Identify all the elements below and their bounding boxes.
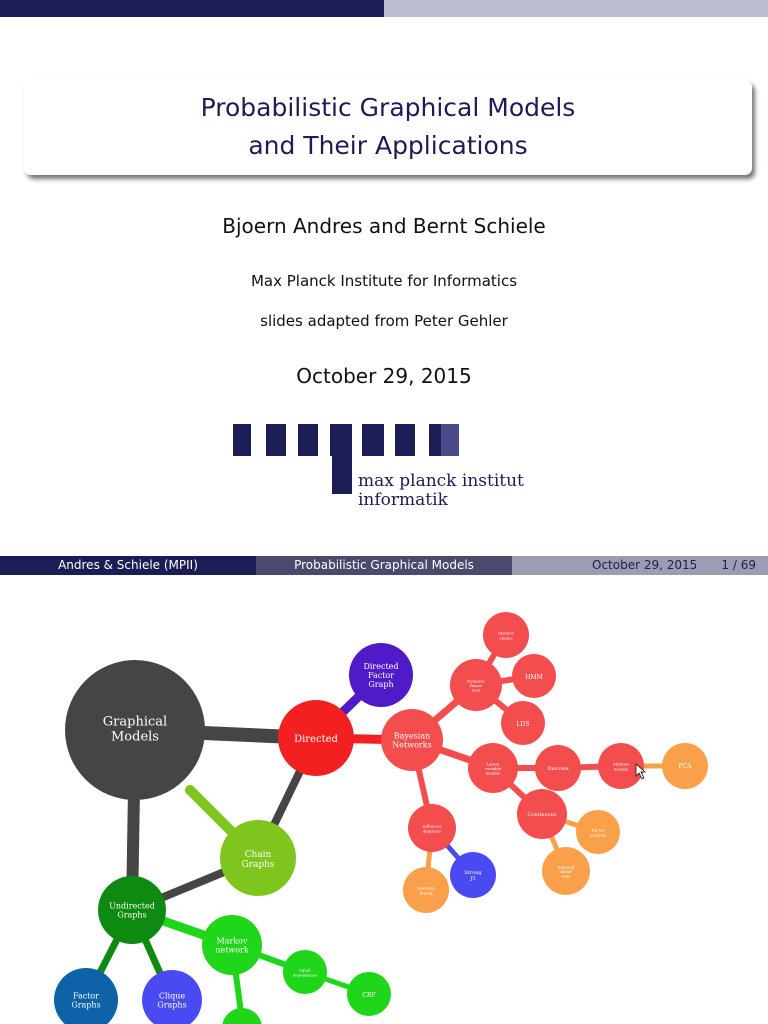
adapted-credit: slides adapted from Peter Gehler xyxy=(260,312,508,330)
label-discrete: Discrete xyxy=(547,766,569,772)
label-sigmoid-belief-nets: Sigmoid belief nets xyxy=(557,864,575,879)
label-latent-variable-models: Latent variable models xyxy=(484,761,502,776)
label-clique-graphs: Clique Graphs xyxy=(157,991,187,1010)
title-line-2: and Their Applications xyxy=(248,131,528,160)
label-undirected-graphs: Undirected Graphs xyxy=(109,901,155,920)
label-graphical-models: Graphical Models xyxy=(102,714,168,745)
top-bar-light-section xyxy=(384,0,768,17)
label-continuous: Continuous xyxy=(527,812,557,818)
label-strong-jt: Strong JT xyxy=(464,870,482,882)
logo-text-line-1: max planck institut xyxy=(358,471,524,491)
label-directed: Directed xyxy=(294,734,338,745)
footer-authors: Andres & Schiele (MPII) xyxy=(0,556,256,575)
footer-page-number: 1 / 69 xyxy=(721,558,756,572)
label-decision-theory: Decision theory xyxy=(417,885,435,896)
footer-title: Probabilistic Graphical Models xyxy=(256,556,512,575)
label-factor-analysis: Factor analysis xyxy=(589,827,607,838)
top-bar-dark-section xyxy=(0,0,384,17)
title-line-1: Probabilistic Graphical Models xyxy=(200,93,576,122)
authors: Bjoern Andres and Bernt Schiele xyxy=(222,214,546,238)
label-directed-factor-graph: Directed Factor Graph xyxy=(363,661,399,690)
graphical-models-mind-map xyxy=(0,580,768,1024)
footer-right xyxy=(512,556,768,575)
label-pca: PCA xyxy=(678,763,692,770)
label-lds: LDS xyxy=(516,721,530,728)
label-bayesian-networks: Bayesian Networks xyxy=(392,731,432,750)
label-hmm: HMM xyxy=(525,674,543,681)
slide-footer xyxy=(0,556,768,575)
top-progress-bar xyxy=(0,0,768,17)
label-influence-diagrams: Influence diagrams xyxy=(422,823,442,834)
label-factor-graphs: Factor Graphs xyxy=(71,991,101,1010)
label-crf: CRF xyxy=(362,992,376,999)
title-box xyxy=(24,80,752,175)
label-chain-graphs: Chain Graphs xyxy=(241,849,275,871)
label-markov-network: Markov network xyxy=(215,936,249,955)
label-markov-chains: Markov chains xyxy=(498,630,514,641)
label-dynamic-bayes-nets: Dynamic Bayes nets xyxy=(467,678,485,693)
institute: Max Planck Institute for Informatics xyxy=(250,272,518,290)
footer-date: October 29, 2015 xyxy=(592,558,698,572)
node-markov-bottom xyxy=(222,1008,262,1024)
presentation-date: October 29, 2015 xyxy=(296,364,472,388)
label-equal-dependence: equal dependence xyxy=(292,967,318,978)
logo-text-line-2: informatik xyxy=(358,490,448,510)
mpii-logo xyxy=(230,418,550,514)
label-mixture-models: Mixture models xyxy=(612,761,630,772)
